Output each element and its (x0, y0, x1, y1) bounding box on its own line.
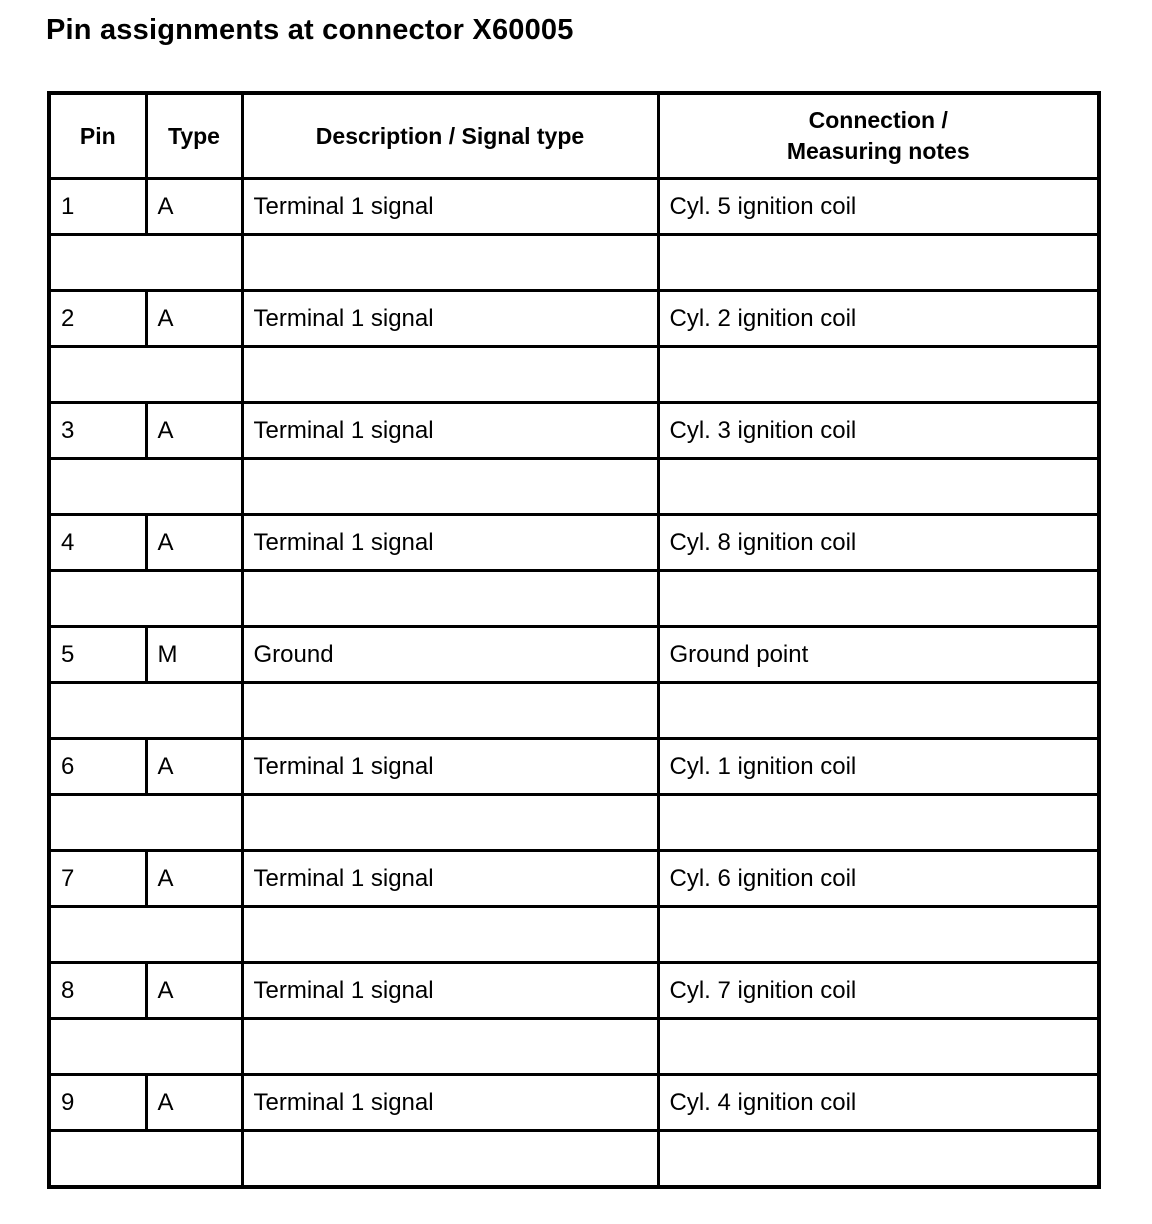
spacer-cell (49, 683, 242, 739)
page-title: Pin assignments at connector X60005 (46, 14, 574, 46)
spacer-cell (658, 683, 1099, 739)
cell-pin: 6 (49, 739, 146, 795)
table-row (49, 627, 1099, 683)
cell-pin: 8 (49, 963, 146, 1019)
table-row (49, 1075, 1099, 1131)
spacer-cell (49, 1019, 242, 1075)
spacer-cell (49, 235, 242, 291)
cell-type: A (146, 291, 242, 347)
cell-type: A (146, 179, 242, 235)
cell-type: A (146, 1075, 242, 1131)
cell-connection: Cyl. 5 ignition coil (658, 179, 1099, 235)
spacer-cell (242, 1131, 658, 1188)
header-connection (658, 93, 1099, 179)
table-header-row (49, 93, 1099, 179)
table-spacer-row (49, 459, 1099, 515)
spacer-cell (242, 795, 658, 851)
cell-description: Terminal 1 signal (242, 739, 658, 795)
spacer-cell (658, 235, 1099, 291)
cell-description: Ground (242, 627, 658, 683)
cell-description: Terminal 1 signal (242, 851, 658, 907)
spacer-cell (49, 907, 242, 963)
spacer-cell (242, 907, 658, 963)
cell-connection: Cyl. 2 ignition coil (658, 291, 1099, 347)
spacer-cell (242, 683, 658, 739)
table-spacer-row (49, 571, 1099, 627)
cell-pin: 5 (49, 627, 146, 683)
spacer-cell (658, 571, 1099, 627)
cell-pin: 4 (49, 515, 146, 571)
cell-pin: 3 (49, 403, 146, 459)
table-body (49, 179, 1099, 1188)
cell-description: Terminal 1 signal (242, 179, 658, 235)
cell-description: Terminal 1 signal (242, 963, 658, 1019)
spacer-cell (658, 795, 1099, 851)
cell-type: A (146, 851, 242, 907)
cell-connection: Cyl. 8 ignition coil (658, 515, 1099, 571)
cell-connection: Cyl. 4 ignition coil (658, 1075, 1099, 1131)
spacer-cell (658, 1019, 1099, 1075)
header-description: Description / Signal type (242, 93, 658, 179)
table-spacer-row (49, 907, 1099, 963)
spacer-cell (49, 795, 242, 851)
header-pin: Pin (49, 93, 146, 179)
table-row (49, 291, 1099, 347)
spacer-cell (49, 347, 242, 403)
spacer-cell (242, 571, 658, 627)
cell-type: A (146, 403, 242, 459)
spacer-cell (658, 347, 1099, 403)
cell-description: Terminal 1 signal (242, 403, 658, 459)
pin-assignment-table (47, 91, 1101, 1189)
table-row (49, 963, 1099, 1019)
table-spacer-row (49, 235, 1099, 291)
spacer-cell (49, 1131, 242, 1188)
table-row (49, 739, 1099, 795)
cell-connection: Ground point (658, 627, 1099, 683)
spacer-cell (49, 571, 242, 627)
cell-pin: 7 (49, 851, 146, 907)
spacer-cell (49, 459, 242, 515)
cell-pin: 2 (49, 291, 146, 347)
table-spacer-row (49, 1131, 1099, 1188)
spacer-cell (242, 347, 658, 403)
cell-pin: 9 (49, 1075, 146, 1131)
table-row (49, 515, 1099, 571)
spacer-cell (242, 1019, 658, 1075)
cell-type: A (146, 515, 242, 571)
header-type: Type (146, 93, 242, 179)
table-row (49, 179, 1099, 235)
table-row (49, 403, 1099, 459)
table-spacer-row (49, 1019, 1099, 1075)
spacer-cell (658, 459, 1099, 515)
spacer-cell (658, 1131, 1099, 1188)
table-spacer-row (49, 347, 1099, 403)
cell-connection: Cyl. 7 ignition coil (658, 963, 1099, 1019)
spacer-cell (658, 907, 1099, 963)
table-row (49, 851, 1099, 907)
cell-type: M (146, 627, 242, 683)
table-spacer-row (49, 683, 1099, 739)
table-spacer-row (49, 795, 1099, 851)
cell-connection: Cyl. 1 ignition coil (658, 739, 1099, 795)
spacer-cell (242, 459, 658, 515)
cell-connection: Cyl. 6 ignition coil (658, 851, 1099, 907)
cell-type: A (146, 963, 242, 1019)
cell-type: A (146, 739, 242, 795)
header-connection-line2: Measuring notes (786, 138, 970, 164)
spacer-cell (242, 235, 658, 291)
cell-connection: Cyl. 3 ignition coil (658, 403, 1099, 459)
cell-description: Terminal 1 signal (242, 1075, 658, 1131)
cell-description: Terminal 1 signal (242, 291, 658, 347)
cell-description: Terminal 1 signal (242, 515, 658, 571)
header-connection-line1: Connection / (808, 107, 948, 133)
cell-pin: 1 (49, 179, 146, 235)
